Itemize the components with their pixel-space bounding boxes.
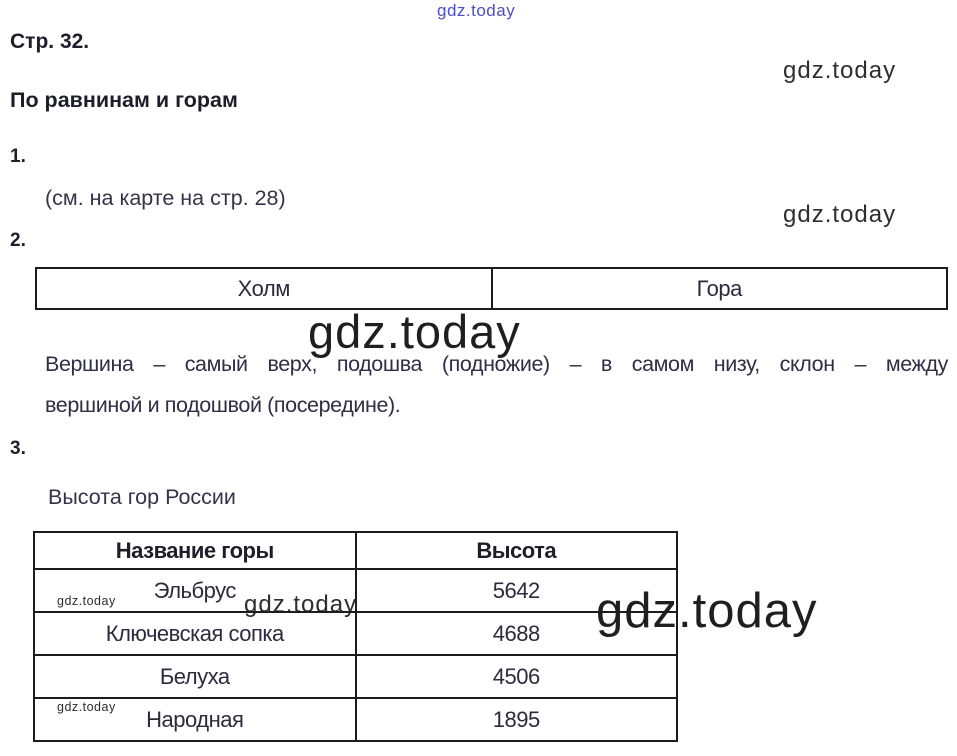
task3-number: 3. xyxy=(10,438,26,459)
table-row xyxy=(34,655,677,698)
definition-paragraph xyxy=(45,351,948,419)
mountain-height-cell: 4688 xyxy=(356,612,678,655)
mountain-name-cell: Белуха xyxy=(34,655,356,698)
watermark-small-upper: gdz.today xyxy=(57,594,116,608)
definition-line-2: вершиной и подошвой (посередине). xyxy=(45,393,401,417)
table-header-row xyxy=(34,532,677,569)
mountain-height-header: Высота xyxy=(356,532,678,569)
mountain-name-header: Название горы xyxy=(34,532,356,569)
task2-number: 2. xyxy=(10,230,26,251)
mountain-height-cell: 5642 xyxy=(356,569,678,612)
watermark-top-blue: gdz.today xyxy=(437,1,516,20)
table-row xyxy=(34,569,677,612)
page-number-heading: Стр. 32. xyxy=(10,30,90,53)
mountain-name-cell: Народная xyxy=(34,698,356,741)
definition-line-1: Вершина – самый верх, подошва (подножие) – в самом низу, склон – между xyxy=(45,352,948,376)
mountain-name-cell: Эльбрус xyxy=(34,569,356,612)
watermark-small-lower: gdz.today xyxy=(57,700,116,714)
task1-number: 1. xyxy=(10,146,26,167)
table-row xyxy=(36,268,947,309)
task1-answer: (см. на карте на стр. 28) xyxy=(45,186,286,210)
watermark-medium: gdz.today xyxy=(244,591,358,618)
section-title: По равнинам и горам xyxy=(10,88,238,112)
mountain-name-cell: Ключевская сопка xyxy=(34,612,356,655)
hill-mountain-table xyxy=(35,267,948,310)
table-row xyxy=(34,612,677,655)
watermark-right-upper: gdz.today xyxy=(783,57,897,84)
watermark-bottom-large: gdz.today xyxy=(596,584,818,638)
mountain-height-cell: 1895 xyxy=(356,698,678,741)
watermark-right-middle: gdz.today xyxy=(783,201,897,228)
task3-subtitle: Высота гор России xyxy=(48,485,236,509)
mountain-heights-table xyxy=(33,531,678,742)
table-row xyxy=(34,698,677,741)
mountain-height-cell: 4506 xyxy=(356,655,678,698)
watermark-center-large: gdz.today xyxy=(308,305,521,358)
hill-column-header: Холм xyxy=(36,268,492,309)
mountain-column-header: Гора xyxy=(492,268,948,309)
